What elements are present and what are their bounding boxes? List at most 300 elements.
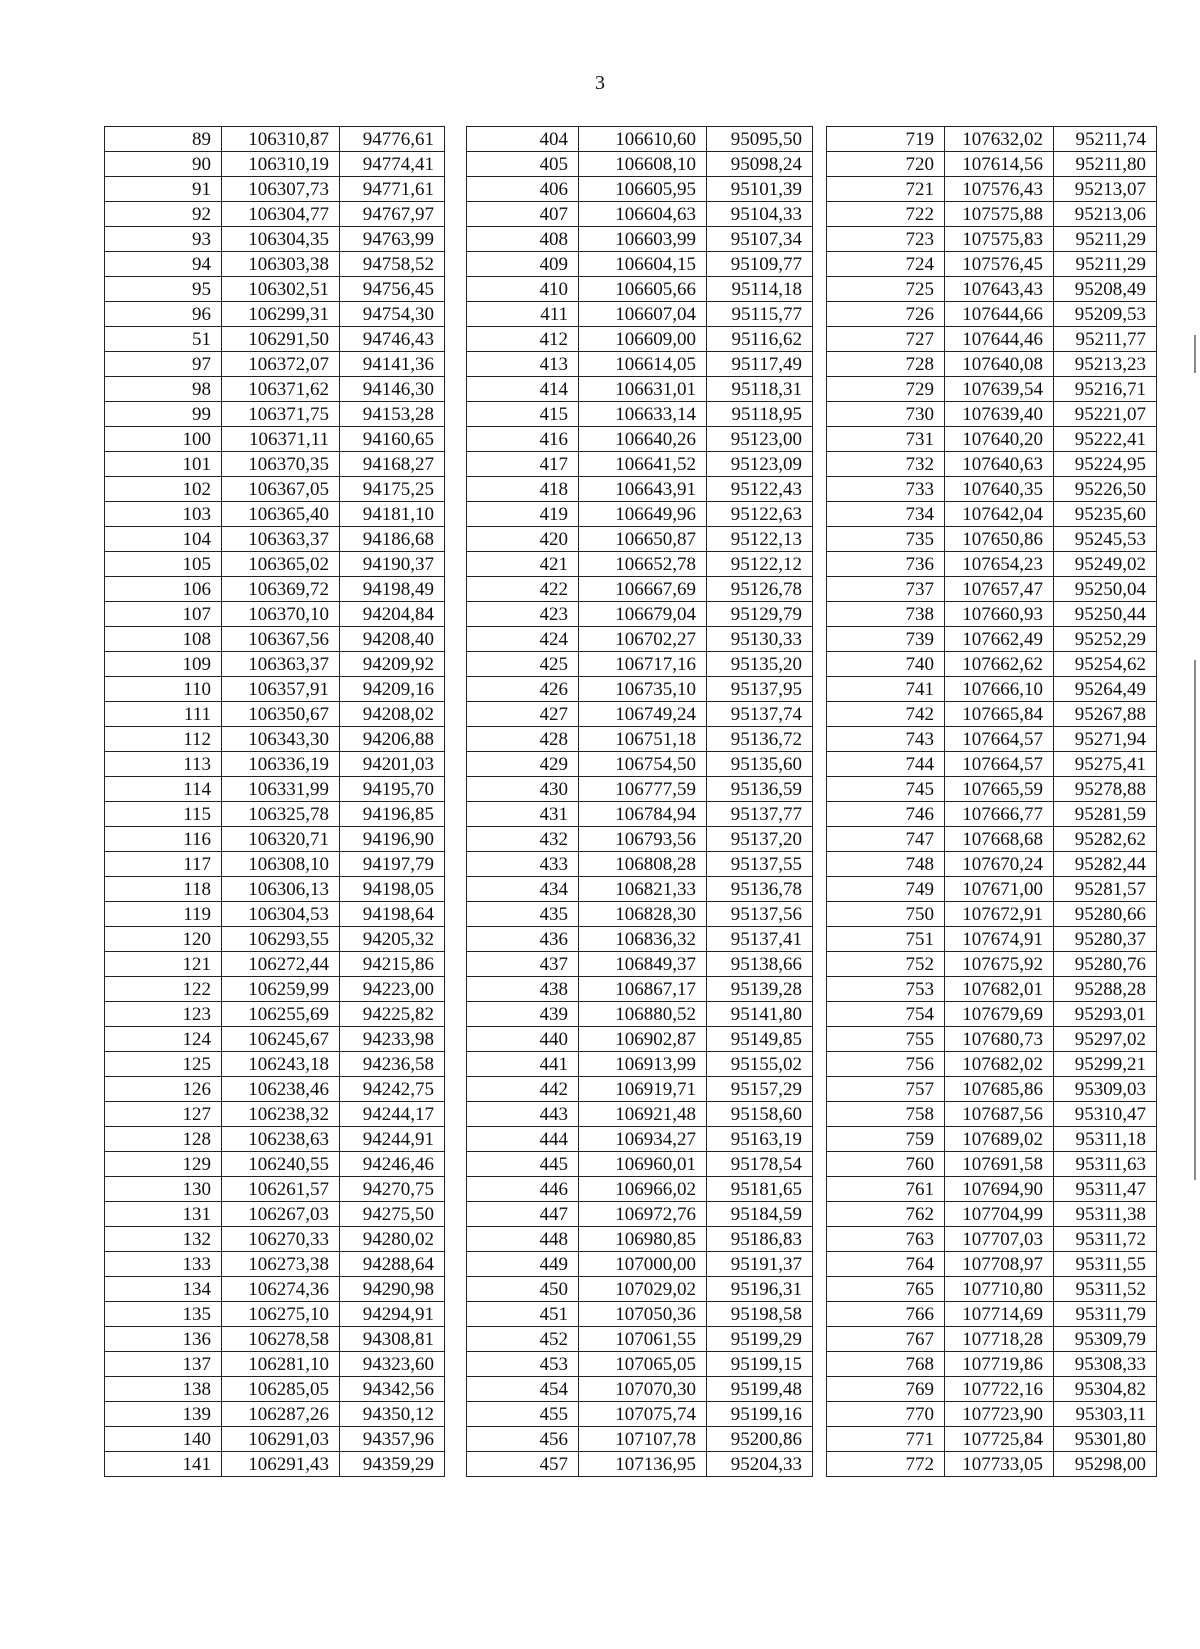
table-row — [827, 502, 1157, 527]
x-coordinate-cell: 106320,71 — [222, 827, 340, 852]
table-row — [467, 552, 813, 577]
table-row — [105, 1127, 445, 1152]
x-coordinate-cell: 107666,10 — [945, 677, 1054, 702]
y-coordinate-cell: 95122,43 — [707, 477, 813, 502]
point-number-cell: 92 — [105, 202, 222, 227]
y-coordinate-cell: 95252,29 — [1054, 627, 1157, 652]
point-number-cell: 407 — [467, 202, 579, 227]
table-row — [827, 1027, 1157, 1052]
table-row — [827, 477, 1157, 502]
point-number-cell: 739 — [827, 627, 945, 652]
point-number-cell: 430 — [467, 777, 579, 802]
x-coordinate-cell: 106603,99 — [579, 227, 707, 252]
table-row — [105, 602, 445, 627]
x-coordinate-cell: 106960,01 — [579, 1152, 707, 1177]
y-coordinate-cell: 94186,68 — [340, 527, 445, 552]
table-row — [467, 877, 813, 902]
y-coordinate-cell: 95141,80 — [707, 1002, 813, 1027]
x-coordinate-cell: 107065,05 — [579, 1352, 707, 1377]
y-coordinate-cell: 95123,00 — [707, 427, 813, 452]
y-coordinate-cell: 95250,04 — [1054, 577, 1157, 602]
x-coordinate-cell: 107000,00 — [579, 1252, 707, 1277]
point-number-cell: 724 — [827, 252, 945, 277]
table-row — [827, 1177, 1157, 1202]
y-coordinate-cell: 94288,64 — [340, 1252, 445, 1277]
y-coordinate-cell: 95208,49 — [1054, 277, 1157, 302]
x-coordinate-cell: 107675,92 — [945, 952, 1054, 977]
y-coordinate-cell: 94201,03 — [340, 752, 445, 777]
x-coordinate-cell: 106749,24 — [579, 702, 707, 727]
y-coordinate-cell: 95136,78 — [707, 877, 813, 902]
y-coordinate-cell: 95211,80 — [1054, 152, 1157, 177]
table-row — [827, 677, 1157, 702]
point-number-cell: 762 — [827, 1202, 945, 1227]
x-coordinate-cell: 106679,04 — [579, 602, 707, 627]
table-row — [105, 927, 445, 952]
point-number-cell: 765 — [827, 1277, 945, 1302]
y-coordinate-cell: 95254,62 — [1054, 652, 1157, 677]
table-row — [827, 702, 1157, 727]
y-coordinate-cell: 95158,60 — [707, 1102, 813, 1127]
point-number-cell: 723 — [827, 227, 945, 252]
point-number-cell: 419 — [467, 502, 579, 527]
point-number-cell: 433 — [467, 852, 579, 877]
point-number-cell: 770 — [827, 1402, 945, 1427]
y-coordinate-cell: 95117,49 — [707, 352, 813, 377]
table-row — [467, 1077, 813, 1102]
point-number-cell: 719 — [827, 127, 945, 152]
point-number-cell: 138 — [105, 1377, 222, 1402]
table-row — [105, 577, 445, 602]
point-number-cell: 91 — [105, 177, 222, 202]
point-number-cell: 428 — [467, 727, 579, 752]
x-coordinate-cell: 107689,02 — [945, 1127, 1054, 1152]
y-coordinate-cell: 94205,32 — [340, 927, 445, 952]
y-coordinate-cell: 94236,58 — [340, 1052, 445, 1077]
x-coordinate-cell: 106370,10 — [222, 602, 340, 627]
x-coordinate-cell: 107642,04 — [945, 502, 1054, 527]
table-row — [467, 1302, 813, 1327]
y-coordinate-cell: 95101,39 — [707, 177, 813, 202]
table-row — [467, 652, 813, 677]
x-coordinate-cell: 106243,18 — [222, 1052, 340, 1077]
y-coordinate-cell: 95155,02 — [707, 1052, 813, 1077]
point-number-cell: 105 — [105, 552, 222, 577]
table-row — [105, 1352, 445, 1377]
table-row — [105, 1152, 445, 1177]
x-coordinate-cell: 106784,94 — [579, 802, 707, 827]
y-coordinate-cell: 94198,49 — [340, 577, 445, 602]
y-coordinate-cell: 95211,29 — [1054, 227, 1157, 252]
x-coordinate-cell: 106238,46 — [222, 1077, 340, 1102]
point-number-cell: 432 — [467, 827, 579, 852]
table-row — [467, 1152, 813, 1177]
y-coordinate-cell: 94242,75 — [340, 1077, 445, 1102]
point-number-cell: 98 — [105, 377, 222, 402]
table-row — [467, 1452, 813, 1477]
x-coordinate-cell: 107685,86 — [945, 1077, 1054, 1102]
y-coordinate-cell: 95118,95 — [707, 402, 813, 427]
point-number-cell: 733 — [827, 477, 945, 502]
point-number-cell: 753 — [827, 977, 945, 1002]
table-row — [467, 1377, 813, 1402]
x-coordinate-cell: 107691,58 — [945, 1152, 1054, 1177]
x-coordinate-cell: 106308,10 — [222, 852, 340, 877]
x-coordinate-cell: 107682,02 — [945, 1052, 1054, 1077]
x-coordinate-cell: 106274,36 — [222, 1277, 340, 1302]
y-coordinate-cell: 95163,19 — [707, 1127, 813, 1152]
y-coordinate-cell: 95122,63 — [707, 502, 813, 527]
y-coordinate-cell: 95249,02 — [1054, 552, 1157, 577]
table-row — [827, 127, 1157, 152]
x-coordinate-cell: 107660,93 — [945, 602, 1054, 627]
y-coordinate-cell: 94209,92 — [340, 652, 445, 677]
point-number-cell: 766 — [827, 1302, 945, 1327]
x-coordinate-cell: 107644,66 — [945, 302, 1054, 327]
y-coordinate-cell: 95135,20 — [707, 652, 813, 677]
point-number-cell: 137 — [105, 1352, 222, 1377]
y-coordinate-cell: 95211,77 — [1054, 327, 1157, 352]
x-coordinate-cell: 106302,51 — [222, 277, 340, 302]
x-coordinate-cell: 106240,55 — [222, 1152, 340, 1177]
table-row — [467, 702, 813, 727]
table-row — [827, 1427, 1157, 1452]
y-coordinate-cell: 95213,06 — [1054, 202, 1157, 227]
point-number-cell: 97 — [105, 352, 222, 377]
table-row — [827, 1402, 1157, 1427]
y-coordinate-cell: 94746,43 — [340, 327, 445, 352]
y-coordinate-cell: 94215,86 — [340, 952, 445, 977]
point-number-cell: 421 — [467, 552, 579, 577]
y-coordinate-cell: 94197,79 — [340, 852, 445, 877]
coordinates-table-left — [104, 126, 445, 1477]
x-coordinate-cell: 107687,56 — [945, 1102, 1054, 1127]
table-row — [467, 502, 813, 527]
x-coordinate-cell: 106849,37 — [579, 952, 707, 977]
point-number-cell: 738 — [827, 602, 945, 627]
table-row — [105, 827, 445, 852]
table-row — [467, 827, 813, 852]
table-row — [467, 1327, 813, 1352]
x-coordinate-cell: 106650,87 — [579, 527, 707, 552]
y-coordinate-cell: 95303,11 — [1054, 1402, 1157, 1427]
table-row — [827, 402, 1157, 427]
point-number-cell: 742 — [827, 702, 945, 727]
table-row — [467, 902, 813, 927]
x-coordinate-cell: 106919,71 — [579, 1077, 707, 1102]
point-number-cell: 457 — [467, 1452, 579, 1477]
point-number-cell: 725 — [827, 277, 945, 302]
y-coordinate-cell: 94190,37 — [340, 552, 445, 577]
y-coordinate-cell: 94196,85 — [340, 802, 445, 827]
table-row — [827, 927, 1157, 952]
point-number-cell: 771 — [827, 1427, 945, 1452]
table-row — [827, 1252, 1157, 1277]
point-number-cell: 767 — [827, 1327, 945, 1352]
y-coordinate-cell: 94244,17 — [340, 1102, 445, 1127]
x-coordinate-cell: 106370,35 — [222, 452, 340, 477]
table-row — [827, 1077, 1157, 1102]
x-coordinate-cell: 106605,66 — [579, 277, 707, 302]
table-row — [467, 727, 813, 752]
table-row — [105, 202, 445, 227]
y-coordinate-cell: 95311,52 — [1054, 1277, 1157, 1302]
y-coordinate-cell: 95137,20 — [707, 827, 813, 852]
table-row — [105, 702, 445, 727]
table-row — [467, 1002, 813, 1027]
x-coordinate-cell: 106267,03 — [222, 1202, 340, 1227]
point-number-cell: 721 — [827, 177, 945, 202]
x-coordinate-cell: 106913,99 — [579, 1052, 707, 1077]
point-number-cell: 115 — [105, 802, 222, 827]
table-row — [467, 802, 813, 827]
table-row — [105, 802, 445, 827]
y-coordinate-cell: 95309,79 — [1054, 1327, 1157, 1352]
y-coordinate-cell: 95109,77 — [707, 252, 813, 277]
y-coordinate-cell: 95138,66 — [707, 952, 813, 977]
x-coordinate-cell: 106245,67 — [222, 1027, 340, 1052]
y-coordinate-cell: 95310,47 — [1054, 1102, 1157, 1127]
x-coordinate-cell: 106369,72 — [222, 577, 340, 602]
x-coordinate-cell: 106604,15 — [579, 252, 707, 277]
table-row — [105, 527, 445, 552]
table-row — [105, 502, 445, 527]
point-number-cell: 740 — [827, 652, 945, 677]
x-coordinate-cell: 106325,78 — [222, 802, 340, 827]
table-row — [827, 202, 1157, 227]
point-number-cell: 134 — [105, 1277, 222, 1302]
y-coordinate-cell: 95122,12 — [707, 552, 813, 577]
table-row — [467, 127, 813, 152]
table-row — [105, 1202, 445, 1227]
x-coordinate-cell: 107679,69 — [945, 1002, 1054, 1027]
point-number-cell: 422 — [467, 577, 579, 602]
y-coordinate-cell: 95308,33 — [1054, 1352, 1157, 1377]
y-coordinate-cell: 95114,18 — [707, 277, 813, 302]
table-row — [105, 402, 445, 427]
point-number-cell: 450 — [467, 1277, 579, 1302]
point-number-cell: 434 — [467, 877, 579, 902]
y-coordinate-cell: 94763,99 — [340, 227, 445, 252]
point-number-cell: 444 — [467, 1127, 579, 1152]
table-row — [827, 1127, 1157, 1152]
y-coordinate-cell: 95278,88 — [1054, 777, 1157, 802]
x-coordinate-cell: 106285,05 — [222, 1377, 340, 1402]
coordinates-table-middle — [466, 126, 813, 1477]
point-number-cell: 414 — [467, 377, 579, 402]
x-coordinate-cell: 107680,73 — [945, 1027, 1054, 1052]
table-row — [467, 477, 813, 502]
table-row — [467, 927, 813, 952]
x-coordinate-cell: 107576,43 — [945, 177, 1054, 202]
table-row — [467, 977, 813, 1002]
table-row — [105, 1227, 445, 1252]
point-number-cell: 416 — [467, 427, 579, 452]
point-number-cell: 125 — [105, 1052, 222, 1077]
x-coordinate-cell: 106880,52 — [579, 1002, 707, 1027]
x-coordinate-cell: 106238,63 — [222, 1127, 340, 1152]
x-coordinate-cell: 106291,43 — [222, 1452, 340, 1477]
table-row — [827, 902, 1157, 927]
point-number-cell: 408 — [467, 227, 579, 252]
table-row — [467, 852, 813, 877]
point-number-cell: 755 — [827, 1027, 945, 1052]
point-number-cell: 446 — [467, 1177, 579, 1202]
x-coordinate-cell: 107672,91 — [945, 902, 1054, 927]
x-coordinate-cell: 106238,32 — [222, 1102, 340, 1127]
x-coordinate-cell: 107708,97 — [945, 1252, 1054, 1277]
y-coordinate-cell: 95280,66 — [1054, 902, 1157, 927]
y-coordinate-cell: 95216,71 — [1054, 377, 1157, 402]
x-coordinate-cell: 106605,95 — [579, 177, 707, 202]
point-number-cell: 768 — [827, 1352, 945, 1377]
table-row — [467, 1252, 813, 1277]
y-coordinate-cell: 94141,36 — [340, 352, 445, 377]
table-row — [467, 202, 813, 227]
table-row — [467, 577, 813, 602]
y-coordinate-cell: 95271,94 — [1054, 727, 1157, 752]
table-row — [827, 1102, 1157, 1127]
point-number-cell: 442 — [467, 1077, 579, 1102]
point-number-cell: 116 — [105, 827, 222, 852]
table-row — [827, 377, 1157, 402]
x-coordinate-cell: 106372,07 — [222, 352, 340, 377]
y-coordinate-cell: 95280,76 — [1054, 952, 1157, 977]
table-row — [105, 1452, 445, 1477]
y-coordinate-cell: 95311,79 — [1054, 1302, 1157, 1327]
y-coordinate-cell: 95104,33 — [707, 202, 813, 227]
point-number-cell: 133 — [105, 1252, 222, 1277]
y-coordinate-cell: 95123,09 — [707, 452, 813, 477]
y-coordinate-cell: 95297,02 — [1054, 1027, 1157, 1052]
point-number-cell: 405 — [467, 152, 579, 177]
table-row — [467, 352, 813, 377]
table-row — [827, 452, 1157, 477]
point-number-cell: 103 — [105, 502, 222, 527]
x-coordinate-cell: 106336,19 — [222, 752, 340, 777]
table-row — [105, 1177, 445, 1202]
x-coordinate-cell: 107722,16 — [945, 1377, 1054, 1402]
y-coordinate-cell: 95281,59 — [1054, 802, 1157, 827]
point-number-cell: 128 — [105, 1127, 222, 1152]
x-coordinate-cell: 107710,80 — [945, 1277, 1054, 1302]
y-coordinate-cell: 95209,53 — [1054, 302, 1157, 327]
x-coordinate-cell: 106299,31 — [222, 302, 340, 327]
y-coordinate-cell: 95137,55 — [707, 852, 813, 877]
point-number-cell: 101 — [105, 452, 222, 477]
x-coordinate-cell: 106275,10 — [222, 1302, 340, 1327]
x-coordinate-cell: 107640,20 — [945, 427, 1054, 452]
table-row — [467, 527, 813, 552]
y-coordinate-cell: 95136,72 — [707, 727, 813, 752]
point-number-cell: 760 — [827, 1152, 945, 1177]
x-coordinate-cell: 106902,87 — [579, 1027, 707, 1052]
table-row — [105, 127, 445, 152]
x-coordinate-cell: 107640,08 — [945, 352, 1054, 377]
table-row — [467, 377, 813, 402]
table-row — [827, 877, 1157, 902]
y-coordinate-cell: 94195,70 — [340, 777, 445, 802]
y-coordinate-cell: 94198,64 — [340, 902, 445, 927]
point-number-cell: 122 — [105, 977, 222, 1002]
x-coordinate-cell: 106754,50 — [579, 752, 707, 777]
y-coordinate-cell: 95311,63 — [1054, 1152, 1157, 1177]
point-number-cell: 732 — [827, 452, 945, 477]
x-coordinate-cell: 107061,55 — [579, 1327, 707, 1352]
x-coordinate-cell: 106343,30 — [222, 727, 340, 752]
x-coordinate-cell: 106604,63 — [579, 202, 707, 227]
y-coordinate-cell: 95137,74 — [707, 702, 813, 727]
point-number-cell: 126 — [105, 1077, 222, 1102]
x-coordinate-cell: 106304,53 — [222, 902, 340, 927]
point-number-cell: 140 — [105, 1427, 222, 1452]
point-number-cell: 772 — [827, 1452, 945, 1477]
y-coordinate-cell: 94160,65 — [340, 427, 445, 452]
y-coordinate-cell: 94771,61 — [340, 177, 445, 202]
x-coordinate-cell: 107671,00 — [945, 877, 1054, 902]
table-row — [105, 977, 445, 1002]
point-number-cell: 420 — [467, 527, 579, 552]
table-row — [105, 1302, 445, 1327]
table-row — [105, 377, 445, 402]
x-coordinate-cell: 107640,35 — [945, 477, 1054, 502]
y-coordinate-cell: 95311,38 — [1054, 1202, 1157, 1227]
point-number-cell: 108 — [105, 627, 222, 652]
y-coordinate-cell: 95309,03 — [1054, 1077, 1157, 1102]
table-row — [105, 877, 445, 902]
point-number-cell: 731 — [827, 427, 945, 452]
x-coordinate-cell: 106828,30 — [579, 902, 707, 927]
y-coordinate-cell: 94209,16 — [340, 677, 445, 702]
table-row — [467, 152, 813, 177]
x-coordinate-cell: 107707,03 — [945, 1227, 1054, 1252]
table-row — [827, 727, 1157, 752]
table-row — [105, 552, 445, 577]
y-coordinate-cell: 94168,27 — [340, 452, 445, 477]
table-row — [105, 677, 445, 702]
x-coordinate-cell: 107136,95 — [579, 1452, 707, 1477]
point-number-cell: 758 — [827, 1102, 945, 1127]
y-coordinate-cell: 95199,15 — [707, 1352, 813, 1377]
y-coordinate-cell: 95199,48 — [707, 1377, 813, 1402]
y-coordinate-cell: 95107,34 — [707, 227, 813, 252]
x-coordinate-cell: 106652,78 — [579, 552, 707, 577]
table-row — [827, 652, 1157, 677]
table-row — [467, 1277, 813, 1302]
point-number-cell: 756 — [827, 1052, 945, 1077]
table-row — [105, 1252, 445, 1277]
point-number-cell: 437 — [467, 952, 579, 977]
x-coordinate-cell: 107665,84 — [945, 702, 1054, 727]
x-coordinate-cell: 106303,38 — [222, 252, 340, 277]
table-row — [105, 752, 445, 777]
x-coordinate-cell: 106808,28 — [579, 852, 707, 877]
table-row — [105, 777, 445, 802]
table-row — [827, 352, 1157, 377]
y-coordinate-cell: 95211,29 — [1054, 252, 1157, 277]
table-row — [827, 752, 1157, 777]
y-coordinate-cell: 95199,29 — [707, 1327, 813, 1352]
table-row — [467, 1427, 813, 1452]
y-coordinate-cell: 95299,21 — [1054, 1052, 1157, 1077]
y-coordinate-cell: 95196,31 — [707, 1277, 813, 1302]
y-coordinate-cell: 95186,83 — [707, 1227, 813, 1252]
y-coordinate-cell: 95130,33 — [707, 627, 813, 652]
point-number-cell: 109 — [105, 652, 222, 677]
table-row — [105, 302, 445, 327]
point-number-cell: 427 — [467, 702, 579, 727]
x-coordinate-cell: 107575,83 — [945, 227, 1054, 252]
